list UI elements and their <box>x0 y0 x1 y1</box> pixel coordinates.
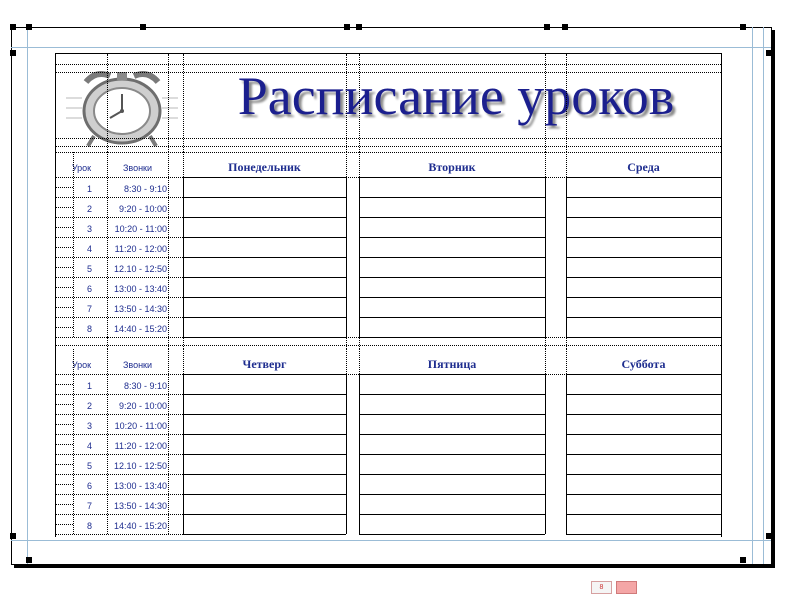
grid-line-v <box>183 337 184 349</box>
lesson-time: 14:40 - 15:20 <box>113 521 167 531</box>
handle-top-2[interactable] <box>140 24 146 30</box>
grid-line-h <box>56 494 183 495</box>
grid-line-h <box>183 474 346 475</box>
margin-guide-left <box>27 27 28 564</box>
grid-line-h <box>566 237 721 238</box>
grid-line-h <box>359 534 545 535</box>
lesson-number: 5 <box>86 461 92 471</box>
grid-line-h <box>359 394 545 395</box>
lesson-number: 3 <box>86 224 92 234</box>
sheet-tab-color[interactable] <box>616 581 637 594</box>
handle-right-top[interactable] <box>766 50 772 56</box>
lesson-time: 11:20 - 12:00 <box>114 441 167 451</box>
grid-line-h <box>359 237 545 238</box>
handle-top-4[interactable] <box>356 24 362 30</box>
grid-line-h <box>56 504 73 505</box>
grid-line-v <box>168 152 169 337</box>
handle-bottom-1[interactable] <box>26 557 32 563</box>
handle-left-top[interactable] <box>10 50 16 56</box>
page-title: Расписание уроков <box>237 66 675 126</box>
grid-line-h <box>56 297 183 298</box>
grid-line-h <box>566 494 721 495</box>
grid-line-h <box>183 454 346 455</box>
grid-line-h <box>359 494 545 495</box>
grid-line-h <box>56 146 721 147</box>
grid-line-h <box>56 444 73 445</box>
grid-line-h <box>183 514 346 515</box>
grid-line-h <box>56 257 183 258</box>
grid-line-v <box>566 374 567 534</box>
grid-line-v <box>107 337 108 349</box>
grid-line-h <box>183 197 346 198</box>
grid-line-h <box>566 197 721 198</box>
grid-line-h <box>359 454 545 455</box>
grid-line-h <box>566 217 721 218</box>
handle-top-5[interactable] <box>544 24 550 30</box>
grid-line-h <box>566 277 721 278</box>
grid-line-h <box>56 227 73 228</box>
grid-line-h <box>56 217 183 218</box>
bells-column-header: Звонки <box>122 360 153 370</box>
handle-top-6[interactable] <box>562 24 568 30</box>
grid-line-h <box>183 434 346 435</box>
lesson-column-header: Урок <box>71 360 92 370</box>
lesson-number: 6 <box>86 481 92 491</box>
grid-line-h <box>566 474 721 475</box>
day-header-1: Понедельник <box>228 160 301 174</box>
grid-line-h <box>183 297 346 298</box>
grid-line-h <box>566 434 721 435</box>
grid-line-h <box>56 514 183 515</box>
grid-line-h <box>359 514 545 515</box>
schedule-sheet <box>55 53 722 537</box>
lesson-number: 1 <box>86 184 92 194</box>
grid-line-h <box>56 424 73 425</box>
lesson-time: 9:20 - 10:00 <box>118 204 167 214</box>
grid-line-v <box>183 177 184 337</box>
grid-line-h <box>56 267 73 268</box>
lesson-time: 13:00 - 13:40 <box>113 284 167 294</box>
grid-line-h <box>56 474 183 475</box>
grid-line-h <box>56 384 73 385</box>
lesson-number: 4 <box>86 244 92 254</box>
grid-line-h <box>56 64 721 65</box>
grid-line-h <box>359 297 545 298</box>
grid-line-h <box>566 454 721 455</box>
grid-line-h <box>56 152 721 153</box>
lesson-time: 13:50 - 14:30 <box>113 304 167 314</box>
handle-bottom-2[interactable] <box>740 557 746 563</box>
grid-line-v <box>168 337 169 349</box>
day-header-4: Четверг <box>242 357 287 371</box>
grid-line-h <box>56 454 183 455</box>
grid-line-h <box>56 327 73 328</box>
grid-line-v <box>566 337 567 349</box>
grid-line-h <box>56 237 183 238</box>
grid-line-v <box>346 337 347 349</box>
grid-line-h <box>56 484 73 485</box>
grid-line-h <box>56 307 73 308</box>
bells-column-header: Звонки <box>122 163 153 173</box>
grid-line-h <box>566 177 721 178</box>
grid-line-h <box>183 217 346 218</box>
lesson-number: 6 <box>86 284 92 294</box>
handle-top-right[interactable] <box>740 24 746 30</box>
lesson-time: 8:30 - 9:10 <box>123 184 167 194</box>
lesson-time: 13:00 - 13:40 <box>113 481 167 491</box>
grid-line-h <box>359 414 545 415</box>
grid-line-h <box>183 277 346 278</box>
lesson-time: 10:20 - 11:00 <box>114 421 167 431</box>
grid-line-h <box>183 494 346 495</box>
grid-line-h <box>56 524 73 525</box>
grid-line-h <box>566 534 721 535</box>
lesson-time: 10:20 - 11:00 <box>114 224 167 234</box>
grid-line-v <box>346 374 347 534</box>
grid-line-h <box>56 247 73 248</box>
grid-line-h <box>566 257 721 258</box>
grid-line-h <box>56 534 183 535</box>
lesson-time: 8:30 - 9:10 <box>123 381 167 391</box>
grid-line-h <box>183 394 346 395</box>
sheet-tab-number[interactable]: 8 <box>591 581 612 594</box>
lesson-number: 1 <box>86 381 92 391</box>
grid-line-v <box>73 349 74 534</box>
grid-line-v <box>183 374 184 534</box>
grid-line-h <box>183 237 346 238</box>
grid-line-h <box>359 277 545 278</box>
grid-line-v <box>359 374 360 534</box>
day-header-2: Вторник <box>428 160 476 174</box>
grid-line-h <box>56 394 183 395</box>
lesson-number: 7 <box>86 304 92 314</box>
lesson-number: 4 <box>86 441 92 451</box>
handle-top-left[interactable] <box>10 24 16 30</box>
grid-line-v <box>107 349 108 534</box>
grid-line-h <box>359 434 545 435</box>
grid-line-h <box>56 345 721 346</box>
grid-line-h <box>359 197 545 198</box>
handle-top-3[interactable] <box>344 24 350 30</box>
lesson-time: 12.10 - 12:50 <box>113 461 167 471</box>
grid-line-h <box>566 374 721 375</box>
grid-line-h <box>56 207 73 208</box>
margin-guide-right <box>752 27 753 564</box>
grid-line-h <box>359 217 545 218</box>
grid-line-v <box>545 374 546 534</box>
lesson-column-header: Урок <box>71 163 92 173</box>
grid-line-h <box>566 414 721 415</box>
grid-line-h <box>183 317 346 318</box>
grid-line-h <box>566 317 721 318</box>
lesson-number: 3 <box>86 421 92 431</box>
grid-line-h <box>56 434 183 435</box>
handle-top-1[interactable] <box>26 24 32 30</box>
grid-line-h <box>56 138 721 139</box>
lesson-time: 12.10 - 12:50 <box>113 264 167 274</box>
grid-line-h <box>56 317 183 318</box>
grid-line-h <box>56 414 183 415</box>
lesson-time: 13:50 - 14:30 <box>113 501 167 511</box>
grid-line-v <box>107 152 108 337</box>
handle-bottom-right[interactable] <box>766 533 772 539</box>
lesson-number: 8 <box>86 521 92 531</box>
lesson-time: 9:20 - 10:00 <box>118 401 167 411</box>
grid-line-h <box>183 177 346 178</box>
grid-line-h <box>566 514 721 515</box>
grid-line-h <box>56 277 183 278</box>
grid-line-v <box>359 177 360 337</box>
margin-guide-right-outer <box>763 27 764 564</box>
day-header-5: Пятница <box>427 357 477 371</box>
grid-line-h <box>183 414 346 415</box>
grid-line-h <box>359 317 545 318</box>
lesson-number: 8 <box>86 324 92 334</box>
grid-line-h <box>359 474 545 475</box>
grid-line-v <box>346 177 347 337</box>
grid-line-h <box>566 394 721 395</box>
grid-line-v <box>545 337 546 349</box>
lesson-number: 5 <box>86 264 92 274</box>
grid-line-h <box>56 404 73 405</box>
alarm-clock-icon <box>66 68 178 148</box>
grid-line-h <box>56 287 73 288</box>
grid-line-h <box>56 72 721 73</box>
grid-line-v <box>73 152 74 337</box>
grid-line-h <box>183 534 346 535</box>
grid-line-h <box>56 187 73 188</box>
lesson-number: 7 <box>86 501 92 511</box>
margin-guide-bottom <box>11 540 771 541</box>
grid-line-h <box>359 374 545 375</box>
lesson-time: 14:40 - 15:20 <box>113 324 167 334</box>
lesson-time: 11:20 - 12:00 <box>114 244 167 254</box>
grid-line-v <box>168 349 169 534</box>
day-header-6: Суббота <box>621 357 666 371</box>
handle-bottom-left[interactable] <box>10 533 16 539</box>
grid-line-v <box>545 177 546 337</box>
grid-line-v <box>566 177 567 337</box>
grid-line-h <box>56 197 183 198</box>
grid-line-h <box>56 464 73 465</box>
grid-line-h <box>183 374 346 375</box>
lesson-number: 2 <box>86 401 92 411</box>
lesson-number: 2 <box>86 204 92 214</box>
grid-line-h <box>566 297 721 298</box>
margin-guide-top <box>11 47 771 48</box>
grid-line-h <box>56 337 721 338</box>
grid-line-v <box>359 337 360 349</box>
grid-line-h <box>359 177 545 178</box>
grid-line-h <box>359 257 545 258</box>
day-header-3: Среда <box>627 160 660 174</box>
grid-line-h <box>183 257 346 258</box>
